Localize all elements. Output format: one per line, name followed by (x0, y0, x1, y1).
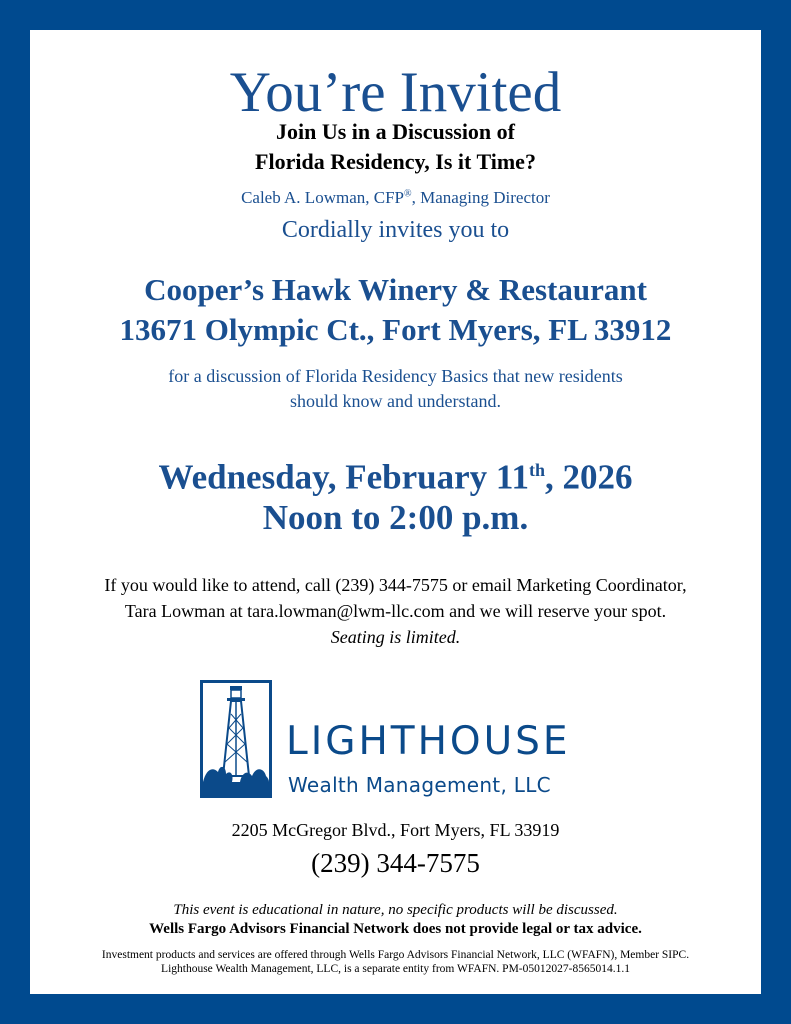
legal-note: Wells Fargo Advisors Financial Network does not provide legal or tax advice. (149, 921, 642, 937)
logo-name: LIGHTHOUSE (286, 719, 571, 764)
rsvp-line-2: Tara Lowman at tara.lowman@lwm-llc.com and we will reserve your spot. (124, 601, 667, 621)
event-datetime (30, 450, 761, 538)
host-line (30, 188, 761, 208)
company-logo (200, 680, 600, 800)
date-year: , 2026 (544, 457, 633, 497)
description (30, 364, 761, 414)
venue (30, 270, 761, 350)
fine-print-line-2: Lighthouse Wealth Management, LLC, is a separate entity from WFAFN. PM-05012027-8565014.1.1 (161, 963, 630, 975)
venue-name: Cooper’s Hawk Winery & Restaurant (144, 272, 647, 307)
rsvp-line-1: If you would like to attend, call (239) 344-7575 or email Marketing Coordinator, (104, 575, 687, 595)
date-main: Wednesday, February 11 (158, 457, 529, 497)
description-line-1: for a discussion of Florida Residency Basics that new residents (168, 366, 623, 386)
invites-text: Cordially invites you to (281, 217, 510, 243)
lighthouse-icon (200, 680, 272, 798)
fine-print (30, 948, 761, 976)
event-topic (30, 117, 761, 177)
topic-line-2: Florida Residency, Is it Time? (255, 149, 536, 174)
educational-note: This event is educational in nature, no specific products will be discussed. (173, 902, 618, 918)
logo-subtitle: Wealth Management, LLC (288, 773, 551, 797)
disclaimer (30, 901, 761, 939)
venue-address: 13671 Olympic Ct., Fort Myers, FL 33912 (119, 312, 672, 347)
description-line-2: should know and understand. (290, 391, 501, 411)
headline: You’re Invited (229, 61, 562, 124)
fine-print-line-1: Investment products and services are offered through Wells Fargo Advisors Financial Network, LLC (WFAFN), Member SIPC. (101, 949, 690, 961)
host-title: , Managing Director (411, 188, 550, 207)
registered-mark: ® (403, 188, 412, 200)
rsvp-info (30, 572, 761, 650)
topic-line-1: Join Us in a Discussion of (275, 119, 515, 144)
seating-note: Seating is limited. (330, 627, 461, 647)
office-address: 2205 McGregor Blvd., Fort Myers, FL 33919 (231, 820, 560, 840)
invitation-card (30, 30, 761, 994)
date-suffix: th (528, 460, 545, 480)
event-time: Noon to 2:00 p.m. (262, 497, 529, 537)
event-date (30, 450, 761, 498)
host-name: Caleb A. Lowman, CFP (241, 188, 404, 207)
office-phone: (239) 344-7575 (311, 848, 480, 878)
